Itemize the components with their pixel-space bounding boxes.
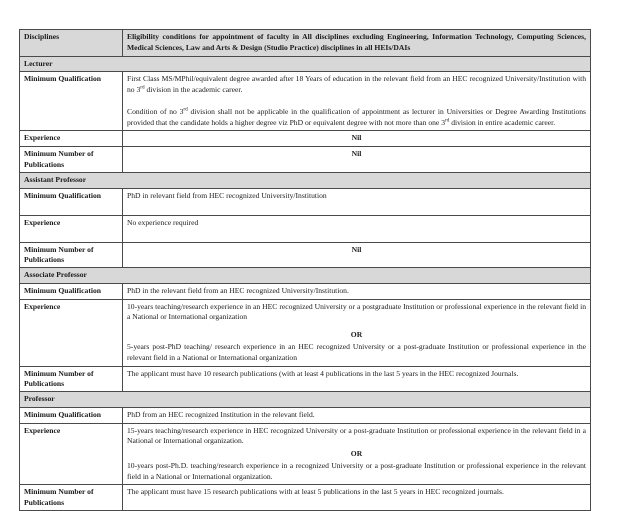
or-separator: OR: [350, 330, 363, 340]
lecturer-qual-p2-text-b: division shall not be applicable in the qualification of appointment as lecturer in Universities or Degree Awarding Institutions provided that the candidate holds a higher degree viz PhD or equivalent degree with not more than one 3: [127, 106, 586, 127]
row-label-minimum-qualification: Minimum Qualification: [20, 283, 123, 299]
row-label-minimum-publications: Minimum Number of Publications: [20, 242, 123, 268]
table-row: [20, 242, 591, 268]
lecturer-publications-value: Nil: [123, 147, 591, 173]
professor-experience-option-1: 15-years teaching/research experience in HEC recognized University or a post-graduate Institution or professional experience in the relevant field in a National or International organization.: [127, 425, 586, 446]
professor-experience-value: [123, 423, 591, 485]
table-header-row: [20, 30, 591, 57]
lecturer-qual-p2-text-a: Condition of no 3: [127, 106, 184, 116]
row-label-minimum-qualification: Minimum Qualification: [20, 188, 123, 215]
lecturer-qual-p2-text-c: division in entire academic career.: [449, 117, 556, 127]
table-row: [20, 407, 591, 423]
row-label-minimum-qualification: Minimum Qualification: [20, 407, 123, 423]
row-label-experience: Experience: [20, 215, 123, 242]
table-row: [20, 299, 591, 366]
row-label-minimum-publications: Minimum Number of Publications: [20, 485, 123, 511]
eligibility-criteria-table: [19, 29, 591, 511]
section-title-associate-professor: Associate Professor: [20, 268, 591, 284]
professor-minimum-qualification-value: PhD from an HEC recognized Institution in the relevant field.: [123, 407, 591, 423]
table-row: [20, 485, 591, 511]
professor-publications-value: The applicant must have 15 research publications with at least 5 publications in the last 5 years in HEC recognized journals.: [123, 485, 591, 511]
table-row: [20, 215, 591, 242]
section-title-professor: Professor: [20, 392, 591, 408]
lecturer-minimum-qualification-value: [123, 72, 591, 131]
table-row: [20, 423, 591, 485]
header-disciplines-label: Disciplines: [20, 30, 123, 57]
section-band-associate-professor: [20, 268, 591, 284]
associate-professor-experience-value: [123, 299, 591, 366]
section-title-assistant-professor: Assistant Professor: [20, 172, 591, 188]
or-separator: OR: [350, 449, 363, 459]
row-label-experience: Experience: [20, 299, 123, 366]
assistant-professor-experience-value: No experience required: [123, 215, 591, 242]
section-band-lecturer: [20, 56, 591, 72]
section-title-lecturer: Lecturer: [20, 56, 591, 72]
lecturer-qual-p1-text-a: First Class MS/MPhil/equivalent degree awarded after 18 Years of education in the relevant field from an HEC recognized University/Institution with no 3: [127, 74, 586, 95]
section-band-professor: [20, 392, 591, 408]
row-label-minimum-qualification: Minimum Qualification: [20, 72, 123, 131]
table-row: [20, 283, 591, 299]
section-band-assistant-professor: [20, 172, 591, 188]
row-label-experience: Experience: [20, 423, 123, 485]
associate-professor-minimum-qualification-value: PhD in the relevant field from an HEC recognized University/Institution.: [123, 283, 591, 299]
row-label-minimum-publications: Minimum Number of Publications: [20, 147, 123, 173]
header-eligibility-conditions: Eligibility conditions for appointment of faculty in All disciplines excluding Engineering, Information Technology, Computing Sciences, Medical Sciences, Law and Arts & Design (Studio Practice) disciplines in all HEIs/DAIs: [123, 30, 591, 57]
table-row: [20, 131, 591, 147]
lecturer-qualification-paragraph-1: [127, 74, 586, 96]
table-row: [20, 72, 591, 131]
assistant-professor-publications-value: Nil: [123, 242, 591, 268]
lecturer-qual-p1-text-b: division in the academic career.: [144, 85, 243, 95]
associate-professor-publications-value: The applicant must have 10 research publications (with at least 4 publications in the last 5 years in the HEC recognized Journals.: [123, 366, 591, 392]
professor-experience-option-2: 10-years post-Ph.D. teaching/research experience in a recognized University or a post-graduate Institution or professional experience in the relevant field in a National or International organization.: [127, 460, 586, 481]
row-label-experience: Experience: [20, 131, 123, 147]
ordinal-suffix-icon: rd: [445, 117, 450, 124]
assistant-professor-minimum-qualification-value: PhD in relevant field from HEC recognized University/Institution: [123, 188, 591, 215]
ordinal-suffix-icon: rd: [183, 106, 188, 113]
ordinal-suffix-icon: rd: [140, 84, 145, 91]
associate-professor-experience-option-2: 5-years post-PhD teaching/ research experience in an HEC recognized University or a post-graduate Institution or professional experience in the relevant field in a National or International organization: [127, 341, 586, 362]
row-label-minimum-publications: Minimum Number of Publications: [20, 366, 123, 392]
associate-professor-experience-option-1: 10-years teaching/research experience in an HEC recognized University or a postgraduate Institution or professional experience in the relevant field in a National or International organization: [127, 301, 586, 322]
lecturer-experience-value: Nil: [123, 131, 591, 147]
table-row: [20, 188, 591, 215]
table-row: [20, 147, 591, 173]
table-row: [20, 366, 591, 392]
lecturer-qualification-paragraph-2: [127, 107, 586, 129]
